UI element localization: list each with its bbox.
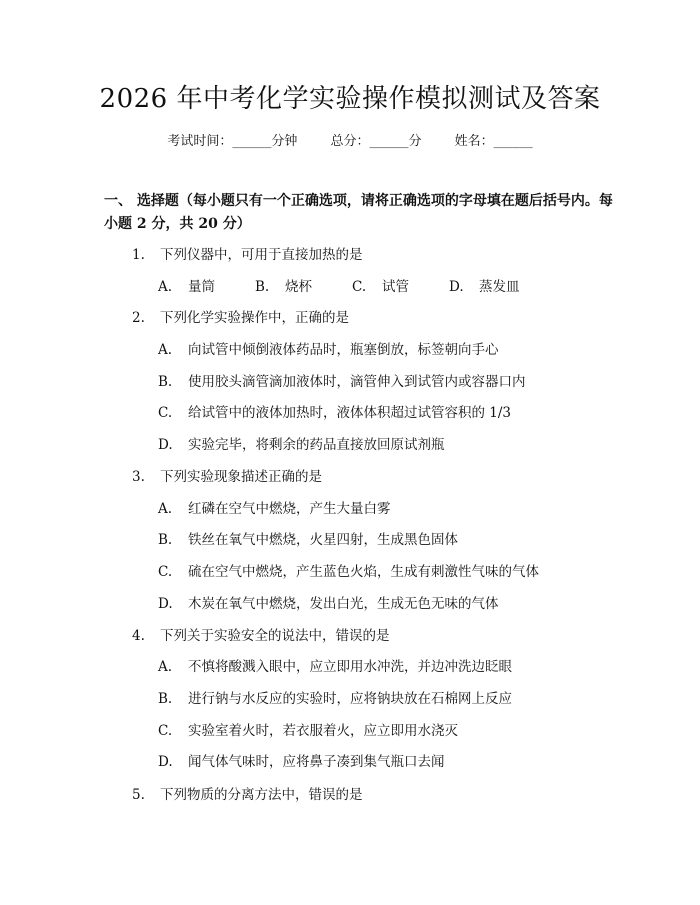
option-c: C. 硫在空气中燃烧，产生蓝色火焰，生成有刺激性气味的气体 bbox=[158, 564, 539, 580]
option-b: B. 使用胶头滴管滴加液体时，滴管伸入到试管内或容器口内 bbox=[158, 374, 526, 390]
question-stem: 下列实验现象描述正确的是 bbox=[160, 469, 322, 485]
question-3 bbox=[132, 467, 322, 487]
question-number: 2. bbox=[132, 310, 145, 326]
option-d: D. 木炭在氧气中燃烧，发出白光，生成无色无味的气体 bbox=[158, 596, 499, 612]
option-c: C. 给试管中的液体加热时，液体体积超过试管容积的 1/3 bbox=[158, 405, 512, 421]
option-c: C. 试管 bbox=[352, 279, 409, 295]
question-1-options bbox=[158, 277, 546, 297]
question-2 bbox=[132, 308, 349, 328]
option-a: A. 量筒 bbox=[158, 279, 215, 295]
question-4 bbox=[132, 626, 390, 646]
question-number: 1. bbox=[132, 247, 145, 263]
option-b: B. 烧杯 bbox=[255, 279, 312, 295]
student-name-field: 姓名：______ bbox=[454, 134, 533, 149]
question-stem: 下列关于实验安全的说法中，错误的是 bbox=[160, 628, 390, 644]
exam-time-field: 考试时间：______分钟 bbox=[167, 134, 298, 149]
option-d: D. 蒸发皿 bbox=[449, 279, 520, 295]
option-a: A. 不慎将酸溅入眼中，应立即用水冲洗，并边冲洗边眨眼 bbox=[158, 659, 512, 675]
total-score-field: 总分：______分 bbox=[330, 134, 422, 149]
exam-meta bbox=[0, 132, 700, 152]
option-b: B. 进行钠与水反应的实验时，应将钠块放在石棉网上反应 bbox=[158, 691, 512, 707]
option-a: A. 红磷在空气中燃烧，产生大量白雾 bbox=[158, 501, 391, 517]
question-stem: 下列物质的分离方法中，错误的是 bbox=[160, 787, 363, 803]
option-a: A. 向试管中倾倒液体药品时，瓶塞倒放，标签朝向手心 bbox=[158, 342, 499, 358]
question-number: 4. bbox=[132, 628, 145, 644]
option-c: C. 实验室着火时，若衣服着火，应立即用水浇灭 bbox=[158, 723, 458, 739]
option-b: B. 铁丝在氧气中燃烧，火星四射，生成黑色固体 bbox=[158, 532, 458, 548]
question-1 bbox=[132, 245, 363, 265]
option-d: D. 闻气体气味时，应将鼻子凑到集气瓶口去闻 bbox=[158, 754, 445, 770]
question-number: 5. bbox=[132, 787, 145, 803]
question-number: 3. bbox=[132, 469, 145, 485]
page-title: 2026 年中考化学实验操作模拟测试及答案 bbox=[99, 84, 601, 114]
section-heading: 一、 选择题（每小题只有一个正确选项，请将正确选项的字母填在题后括号内。每小题 2 分，共 20 分） bbox=[104, 193, 613, 232]
option-d: D. 实验完毕，将剩余的药品直接放回原试剂瓶 bbox=[158, 437, 445, 453]
question-5 bbox=[132, 785, 363, 805]
question-stem: 下列化学实验操作中，正确的是 bbox=[160, 310, 349, 326]
question-stem: 下列仪器中，可用于直接加热的是 bbox=[160, 247, 363, 263]
